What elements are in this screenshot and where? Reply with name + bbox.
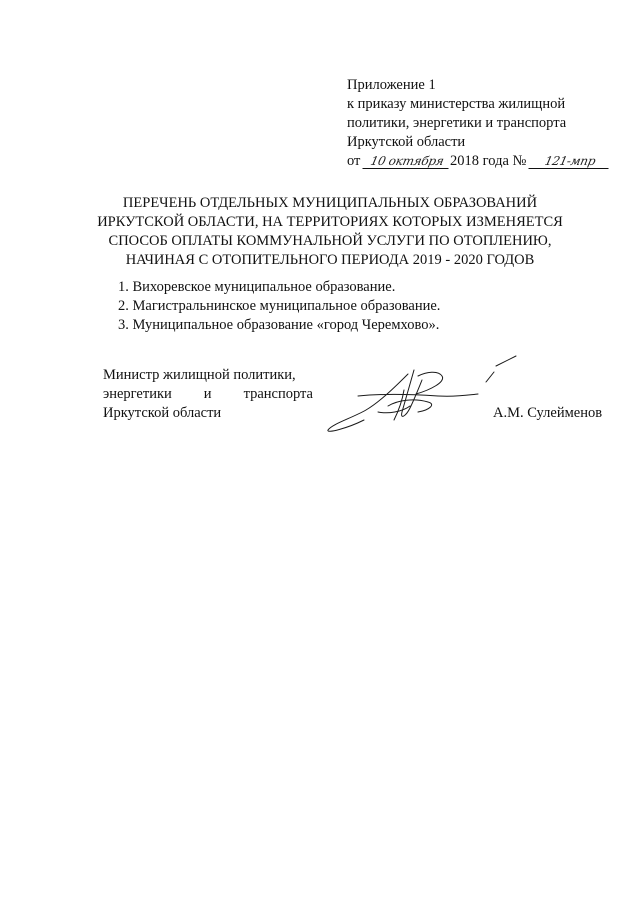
title-line-2: ИРКУТСКОЙ ОБЛАСТИ, НА ТЕРРИТОРИЯХ КОТОРЫХ ИЗМЕНЯЕТСЯ (97, 214, 563, 230)
signatory-name: А.М. Сулейменов (493, 405, 603, 421)
signatory-title (103, 366, 313, 423)
signatory-line-2 (103, 385, 313, 404)
appendix-date-line (347, 152, 607, 171)
list-item: 1. Вихоревское муниципальное образование. (118, 279, 396, 295)
title-line-4: НАЧИНАЯ С ОТОПИТЕЛЬНОГО ПЕРИОДА 2019 - 2020 ГОДОВ (125, 252, 535, 268)
appendix-ministry: политики, энергетики и транспорта (347, 115, 567, 131)
title-line-1: ПЕРЕЧЕНЬ ОТДЕЛЬНЫХ МУНИЦИПАЛЬНЫХ ОБРАЗОВАНИЙ (122, 195, 538, 211)
signatory-line-3: Иркутской области (103, 405, 222, 421)
title-line-3: СПОСОБ ОПЛАТЫ КОММУНАЛЬНОЙ УСЛУГИ ПО ОТОПЛЕНИЮ, (108, 233, 552, 249)
municipality-list (118, 278, 578, 335)
appendix-region: Иркутской области (347, 134, 466, 150)
year-text: 2018 года № (450, 153, 527, 169)
handwritten-signature (318, 350, 528, 440)
document-title (70, 194, 590, 270)
handwritten-order-number: 121-мпр (528, 154, 611, 169)
appendix-title: Приложение 1 (347, 77, 436, 93)
signatory-line-1: Министр жилищной политики, (103, 367, 296, 383)
appendix-order-ref: к приказу министерства жилищной (347, 96, 566, 112)
signatory-word: и (203, 386, 212, 402)
date-prefix: от (347, 153, 361, 169)
handwritten-date: 10 октября (362, 154, 451, 169)
signatory-word: энергетики (103, 386, 172, 402)
appendix-header (347, 76, 607, 171)
list-item: 3. Муниципальное образование «город Черемхово». (118, 317, 440, 333)
list-item: 2. Магистральнинское муниципальное образование. (118, 298, 441, 314)
signatory-word: транспорта (243, 386, 313, 402)
